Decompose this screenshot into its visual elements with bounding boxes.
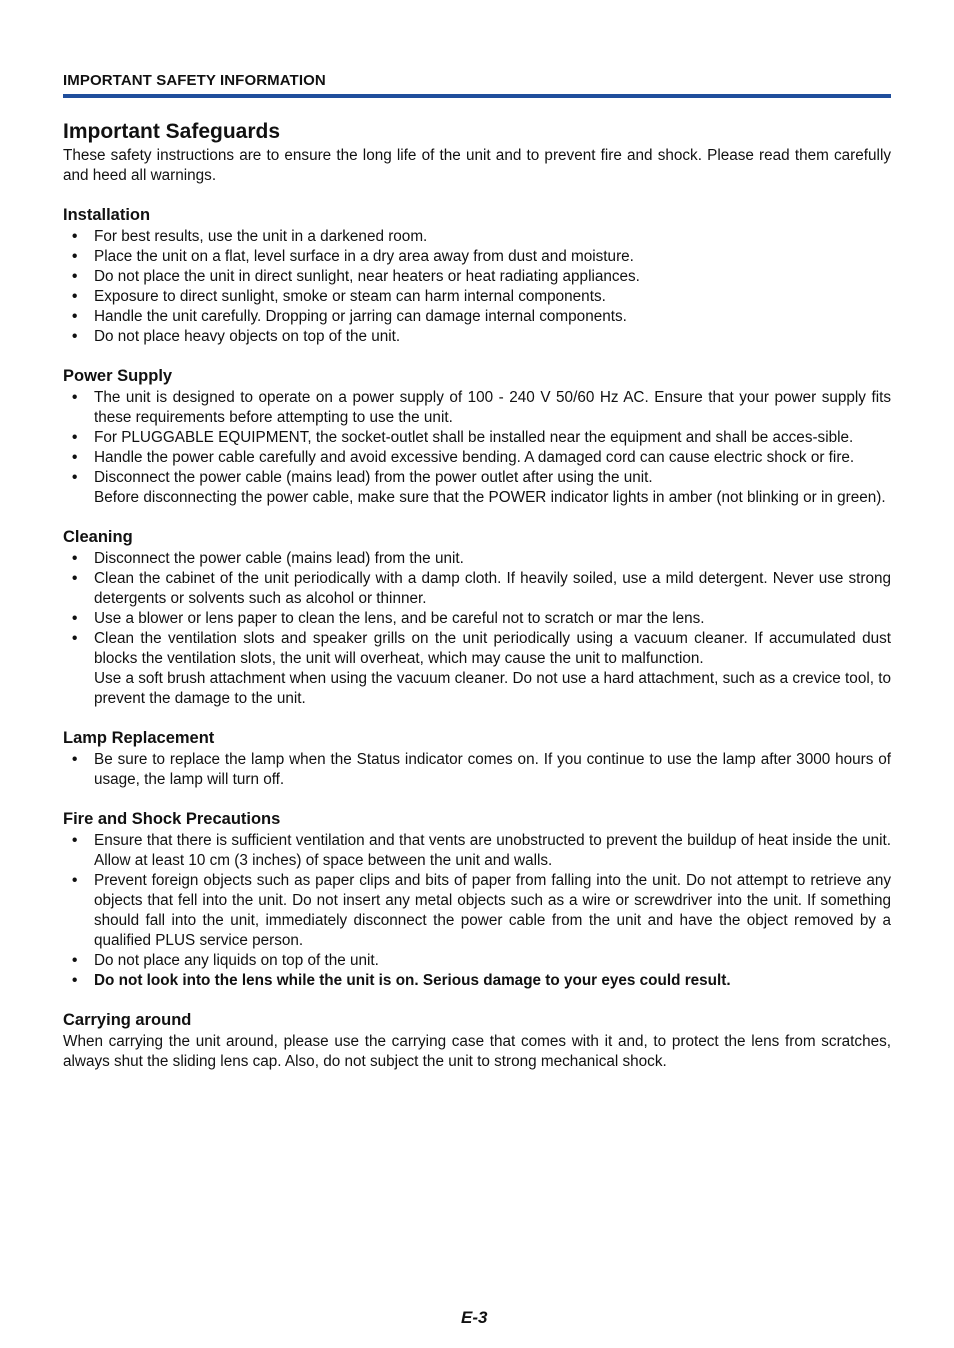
bullet-icon: •	[72, 952, 78, 969]
section-title: Carrying around	[63, 1011, 192, 1029]
section-carrying-around	[63, 1010, 891, 1072]
bullet-list	[63, 227, 891, 347]
list-item	[63, 549, 891, 569]
list-item-text: Be sure to replace the lamp when the Status indicator comes on. If you continue to use the lamp after 3000 hours of usage, the lamp will turn off.	[94, 751, 891, 788]
list-item	[63, 871, 891, 951]
page-number: E-3	[461, 1308, 488, 1327]
list-item-text: Place the unit on a flat, level surface in a dry area away from dust and moisture.	[94, 248, 634, 265]
list-item-text: Handle the unit carefully. Dropping or jarring can damage internal components.	[94, 308, 627, 325]
bullet-icon: •	[72, 389, 78, 406]
list-item-text: Do not place heavy objects on top of the unit.	[94, 328, 401, 345]
section-title: Fire and Shock Precautions	[63, 810, 281, 828]
list-item-text: For best results, use the unit in a darkened room.	[94, 228, 428, 245]
running-header: IMPORTANT SAFETY INFORMATION	[63, 72, 326, 89]
section-power-supply	[63, 366, 891, 508]
bullet-icon: •	[72, 832, 78, 849]
list-item	[63, 951, 891, 971]
bullet-icon: •	[72, 429, 78, 446]
list-item	[63, 569, 891, 609]
list-item	[63, 750, 891, 790]
section-installation	[63, 205, 891, 347]
header-rule	[63, 94, 891, 98]
section-lamp-replacement	[63, 728, 891, 790]
section-title: Power Supply	[63, 367, 173, 385]
sections-container	[63, 205, 891, 1072]
list-item	[63, 831, 891, 871]
bullet-icon: •	[72, 570, 78, 587]
list-item-text: The unit is designed to operate on a power supply of 100 - 240 V 50/60 Hz AC. Ensure that your power supply fits these requirements before attempting to use the unit.	[94, 389, 891, 426]
list-item-text: Do not look into the lens while the unit is on. Serious damage to your eyes could result.	[94, 972, 731, 989]
bullet-icon: •	[72, 872, 78, 889]
list-item-text: Disconnect the power cable (mains lead) from the power outlet after using the unit.	[94, 469, 653, 486]
bullet-icon: •	[72, 288, 78, 305]
section-title: Installation	[63, 206, 151, 224]
list-item-text: Exposure to direct sunlight, smoke or steam can harm internal components.	[94, 288, 606, 305]
list-item-text: Clean the cabinet of the unit periodically with a damp cloth. If heavily soiled, use a mild detergent. Never use strong detergents or solvents such as alcohol or thinner.	[94, 570, 891, 607]
bullet-icon: •	[72, 972, 78, 989]
list-item	[63, 227, 891, 247]
list-item	[63, 609, 891, 629]
list-item-note: Use a soft brush attachment when using the vacuum cleaner. Do not use a hard attachment, such as a crevice tool, to prevent the damage to the unit.	[94, 670, 891, 707]
list-item	[63, 327, 891, 347]
list-item-text: Use a blower or lens paper to clean the lens, and be careful not to scratch or mar the lens.	[94, 610, 705, 627]
page-content	[63, 118, 891, 1072]
bullet-icon: •	[72, 268, 78, 285]
bullet-icon: •	[72, 469, 78, 486]
list-item-text: For PLUGGABLE EQUIPMENT, the socket-outlet shall be installed near the equipment and shall be acces-sible.	[94, 429, 854, 446]
intro-paragraph: These safety instructions are to ensure the long life of the unit and to prevent fire and shock. Please read them carefully and heed all warnings.	[63, 147, 891, 184]
list-item	[63, 307, 891, 327]
bullet-icon: •	[72, 228, 78, 245]
bullet-list	[63, 750, 891, 790]
list-item	[63, 428, 891, 448]
list-item-note: Before disconnecting the power cable, make sure that the POWER indicator lights in amber (not blinking or in green).	[94, 489, 886, 506]
bullet-list	[63, 831, 891, 991]
section-fire-and-shock-precautions	[63, 809, 891, 991]
section-paragraph: When carrying the unit around, please use the carrying case that comes with it and, to protect the lens from scratches, always shut the sliding lens cap. Also, do not subject the unit to strong mechanical shock.	[63, 1033, 891, 1070]
bullet-icon: •	[72, 630, 78, 647]
list-item	[63, 448, 891, 468]
section-title: Lamp Replacement	[63, 729, 215, 747]
list-item	[63, 247, 891, 267]
bullet-icon: •	[72, 449, 78, 466]
list-item-text: Clean the ventilation slots and speaker grills on the unit periodically using a vacuum cleaner. If accumulated dust blocks the ventilation slots, the unit will overheat, which may cause the unit to malfunction.	[94, 630, 891, 667]
bullet-list	[63, 388, 891, 508]
bullet-icon: •	[72, 610, 78, 627]
bullet-icon: •	[72, 751, 78, 768]
list-item	[63, 629, 891, 709]
bullet-icon: •	[72, 550, 78, 567]
warning-list-item	[63, 971, 891, 991]
bullet-icon: •	[72, 248, 78, 265]
list-item-text: Do not place the unit in direct sunlight, near heaters or heat radiating appliances.	[94, 268, 640, 285]
list-item	[63, 468, 891, 508]
list-item-text: Do not place any liquids on top of the unit.	[94, 952, 379, 969]
list-item	[63, 287, 891, 307]
list-item	[63, 267, 891, 287]
page-title: Important Safeguards	[63, 120, 281, 143]
list-item-text: Ensure that there is sufficient ventilation and that vents are unobstructed to prevent the buildup of heat inside the unit. Allow at least 10 cm (3 inches) of space between the unit and walls.	[94, 832, 891, 869]
list-item	[63, 388, 891, 428]
section-title: Cleaning	[63, 528, 133, 546]
list-item-text: Handle the power cable carefully and avoid excessive bending. A damaged cord can cause electric shock or fire.	[94, 449, 855, 466]
bullet-list	[63, 549, 891, 709]
section-cleaning	[63, 527, 891, 709]
bullet-icon: •	[72, 328, 78, 345]
list-item-text: Prevent foreign objects such as paper clips and bits of paper from falling into the unit. Do not attempt to retrieve any objects that fell into the unit. Do not insert any metal objects such as a wire or screwdriver into the unit. If something should fall into the unit, immediately disconnect the power cable from the unit and have the object removed by a qualified PLUS service person.	[94, 872, 891, 949]
bullet-icon: •	[72, 308, 78, 325]
list-item-text: Disconnect the power cable (mains lead) from the unit.	[94, 550, 464, 567]
